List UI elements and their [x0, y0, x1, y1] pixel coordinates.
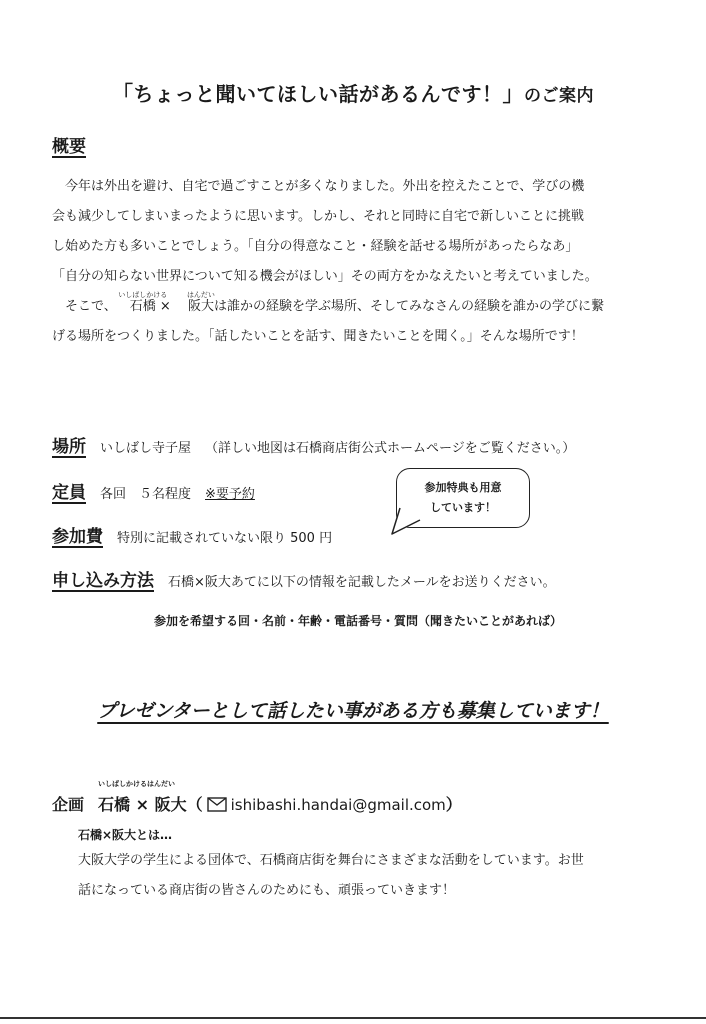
application-label: 申し込み方法	[52, 571, 154, 591]
capacity-value: 各回 ５名程度	[100, 487, 192, 502]
overview-line: げる場所をつくりました。「話したいことを話す、聞きたいことを聞く。」そんな場所です！	[52, 329, 584, 344]
page-bottom-divider	[0, 1017, 706, 1019]
document-title	[0, 78, 706, 108]
plan-org-cross: ×	[130, 795, 155, 814]
title-main: ちょっと聞いてほしい話があるんです！	[133, 82, 503, 106]
capacity-label: 定員	[52, 483, 86, 503]
overview-line: し始めた方も多いことでしょう。「自分の得意なこと・経験を話せる場所があったらなあ」	[52, 239, 579, 254]
org-ruby-handai: はんだい	[186, 291, 215, 299]
overview-line: 「自分の知らない世界について知る機会がほしい」その両方をかなえたいと考えていました。	[52, 269, 598, 284]
plan-org-handai: 阪大	[154, 795, 187, 814]
application-required-info: 参加を希望する回・名前・年齢・電話番号・質問（聞きたいことがあれば）	[153, 614, 562, 628]
application-value: 石橋×阪大あてに以下の情報を記載したメールをお送りください。	[168, 575, 556, 590]
application-row	[52, 566, 556, 591]
overview-line5-after: は誰かの経験を学ぶ場所、そしてみなさんの経験を誰かの学びに繋	[213, 299, 604, 314]
plan-paren-close: ）	[445, 795, 462, 814]
place-label: 場所	[52, 437, 86, 457]
bubble-tail-icon	[390, 506, 430, 538]
overview-heading: 概要	[52, 137, 86, 157]
place-note: （詳しい地図は石橋商店街公式ホームページをご覧ください。）	[205, 441, 576, 456]
place-row	[52, 432, 575, 457]
overview-body	[52, 172, 662, 352]
org-ishibashi: いしばしかける 石橋	[117, 292, 156, 322]
fee-row	[52, 522, 332, 547]
plan-label: 企画	[52, 795, 85, 814]
plan-org-ruby: いしばしかけるはんだい	[98, 780, 176, 788]
org-ruby-ishibashi: いしばしかける	[118, 291, 168, 299]
overview-line: 今年は外出を避け、自宅で過ごすことが多くなりました。外出を控えたことで、学びの機	[65, 179, 585, 194]
capacity-note: ※要予約	[205, 487, 255, 502]
plan-email[interactable]: ishibashi.handai@gmail.com	[230, 796, 446, 814]
fee-label: 参加費	[52, 527, 103, 547]
plan-row	[52, 780, 462, 815]
plan-org-ishibashi: 石橋	[98, 795, 131, 814]
org-cross: ×	[155, 299, 175, 314]
overview-line: 会も減少してしまいまったように思います。しかし、それと同時に自宅で新しいことに挑戦	[52, 209, 584, 224]
bubble-line: 参加特典も用意	[424, 481, 502, 494]
title-suffix: のご案内	[524, 86, 594, 106]
bubble-line: しています！	[430, 501, 496, 514]
capacity-row	[52, 478, 255, 503]
plan-paren-open: （	[186, 795, 203, 814]
title-open-quote: 「	[112, 82, 134, 106]
about-line: 話になっている商店街の皆さんのためにも、頑張っていきます！	[78, 883, 456, 898]
fee-value: 特別に記載されていない限り 500 円	[117, 531, 333, 546]
title-close-quote: 」	[502, 82, 524, 106]
envelope-icon	[207, 797, 227, 812]
presenter-recruit-heading: プレゼンターとして話したい事がある方も募集しています！	[97, 700, 609, 722]
about-body	[78, 846, 584, 906]
overview-line5-before: そこで、	[65, 299, 117, 314]
org-handai: はんだい 阪大	[175, 292, 214, 322]
about-line: 大阪大学の学生による団体で、石橋商店街を舞台にさまざまな活動をしています。お世	[78, 853, 584, 868]
place-value: いしばし寺子屋	[100, 441, 192, 456]
overview-line	[52, 292, 662, 322]
about-title: 石橋×阪大とは…	[78, 828, 173, 842]
